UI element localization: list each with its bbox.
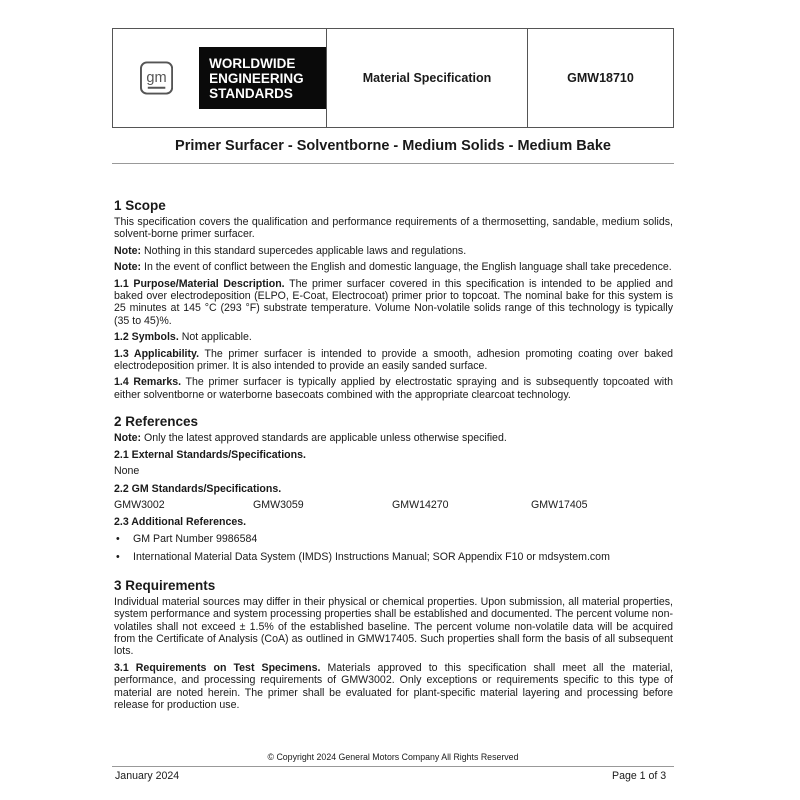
section-1-heading: 1 Scope [114,198,166,213]
subsection-label: 1.1 Purpose/Material Description. [114,277,285,290]
gm-logo-icon [140,61,173,95]
subsection-1-2 [114,331,673,343]
subsection-text: The primer surfacer is typically applied by electrostatic spraying and is subsequently topcoated with either solventborne or waterborne basecoats combined with the appropriate clearcoat technology. [114,376,673,401]
subsection-text: The primer surfacer is intended to provide a smooth, adhesion promoting coating over baked electrodeposition primer. It is also intended to provide an easily sanded surface. [114,347,673,373]
gm-standard-item: GMW17405 [531,498,588,511]
section-1-intro: This specification covers the qualification and performance requirements of a thermosetting, sandable, medium solids, solvent-borne primer surfacer. [114,216,673,241]
section-3-heading: 3 Requirements [114,577,216,593]
gm-standard-item: GMW3002 [114,498,165,511]
footer-divider [112,766,674,767]
subsection-2-2-label: 2.2 GM Standards/Specifications. [114,482,282,495]
additional-references-list [114,533,673,564]
gm-standards-list [114,499,673,511]
worldwide-engineering-standards-badge [199,47,326,109]
footer-page-number: Page 1 of 3 [612,770,667,782]
subsection-1-4 [114,376,673,401]
copyright-notice: © Copyright 2024 General Motors Company All Rights Reserved [267,752,519,762]
wes-line-3: STANDARDS [209,86,293,101]
spec-type: Material Specification [326,29,527,127]
subsection-label: 1.4 Remarks. [114,376,182,389]
gm-standard-item: GMW14270 [392,498,449,511]
external-standards-value: None [114,465,140,478]
subsection-label: 3.1 Requirements on Test Specimens. [114,661,321,674]
subsection-2-3-label: 2.3 Additional References. [114,516,247,529]
note-text: Only the latest approved standards are applicable unless otherwise specified. [141,432,507,445]
note-label: Note: [114,432,142,445]
note-text: In the event of conflict between the English and domestic language, the English language shall take precedence. [141,261,672,274]
subsection-3-1 [114,662,673,712]
title-divider [112,163,674,164]
subsection-1-3 [114,348,673,373]
list-item: • GM Part Number 9986584 [114,533,673,546]
logo-cell [113,29,326,127]
note-paragraph [114,245,673,257]
list-item: • International Material Data System (IMDS) Instructions Manual; SOR Appendix F10 or mdsystem.com [114,551,673,564]
document-body [114,198,673,715]
note-paragraph [114,432,673,444]
footer-date: January 2024 [115,770,180,782]
section-3-intro: Individual material sources may differ in their physical or chemical properties. Upon submission, all material properties, system performance and system processing properties shall be established and documented. The percent volume non-volatiles shall not exceed ± 1.5% of the established baseline. The percent volume non-volatile data will be acquired from the Certificate of Analysis (CoA) as outlined in GMW17405. Such properties shall form the basis of all subsequent lots. [114,595,673,658]
svg-text:gm: gm [146,69,167,86]
spec-number: GMW18710 [527,29,673,127]
note-label: Note: [114,244,142,257]
document-header [112,28,674,128]
subsection-text: Not applicable. [178,331,252,344]
subsection-1-1 [114,278,673,328]
note-text: Nothing in this standard supercedes applicable laws and regulations. [141,244,467,257]
gm-standard-item: GMW3059 [253,498,304,511]
note-paragraph [114,261,673,273]
section-2-heading: 2 References [114,414,199,430]
subsection-text: The primer surfacer covered in this specification is intended to be applied and baked over electrodeposition (ELPO, E-Coat, Electrocoat) primer prior to topcoat. The nominal bake for this system is 25 minutes at 145 °C (293 °F) substrate temperature. Volume Non-volatile solids range of this technology is typically (35 to 45)%. [114,277,674,327]
document-title: Primer Surfacer - Solventborne - Medium Solids - Medium Bake [175,138,611,154]
subsection-label: 1.2 Symbols. [114,331,179,344]
subsection-text: Materials approved to this specification shall meet all the material, performance, and processing requirements of GMW3002. Only exceptions or requirements specific to this type of material are noted herein. The primer shall be evaluated for plant-specific material layering and processing before release for production use. [114,661,673,711]
wes-line-2: ENGINEERING [209,71,304,86]
subsection-2-1-label: 2.1 External Standards/Specifications. [114,448,306,461]
note-label: Note: [114,261,142,274]
wes-line-1: WORLDWIDE [209,56,296,71]
subsection-label: 1.3 Applicability. [114,347,200,360]
